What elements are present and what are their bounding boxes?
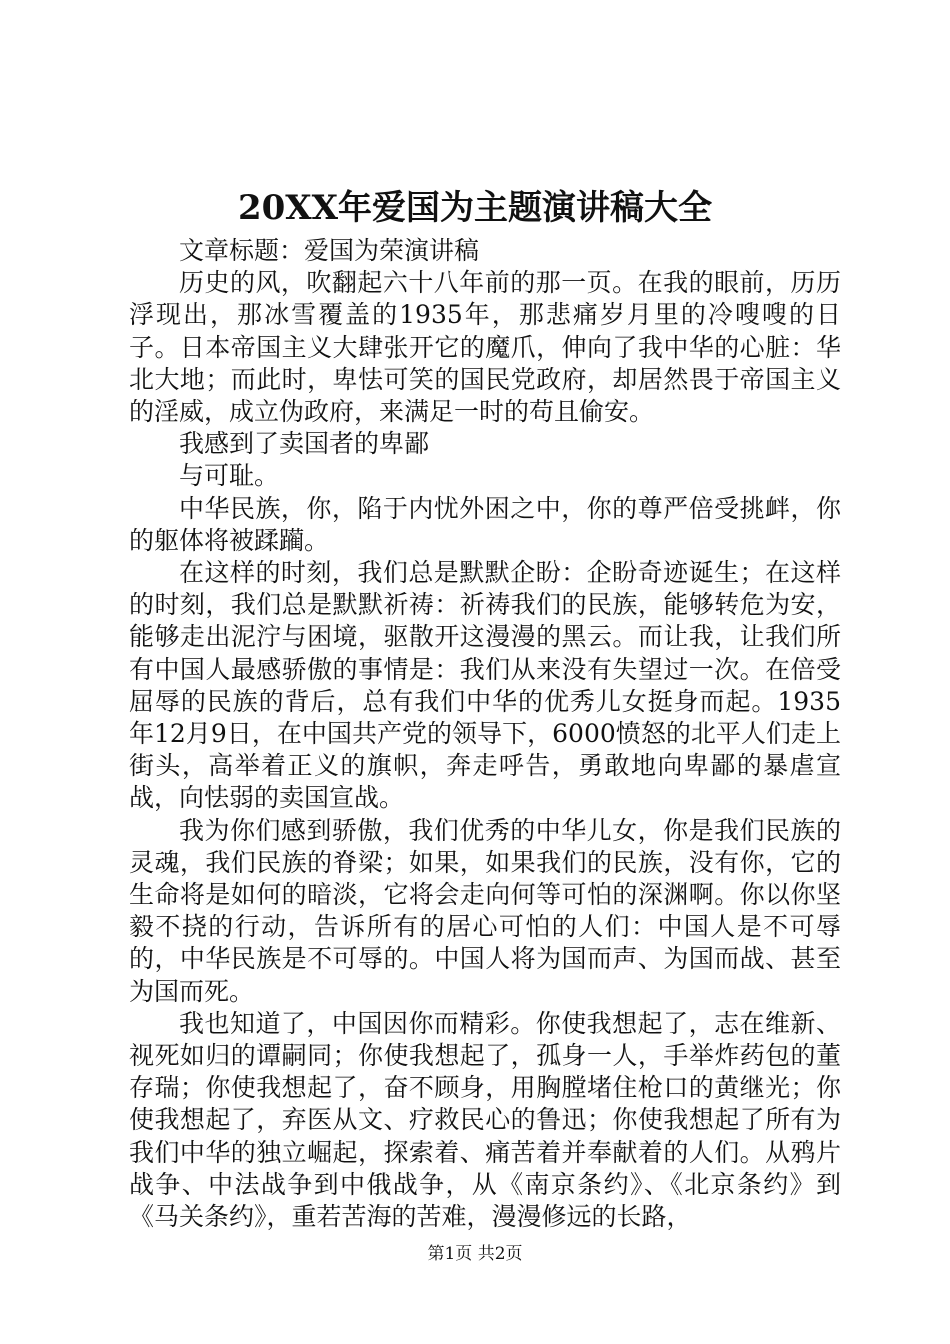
document-body	[129, 235, 841, 1233]
paragraph: 我感到了卖国者的卑鄙	[179, 429, 430, 459]
paragraph: 历史的风，吹翻起六十八年前的那一页。在我的眼前，历历浮现出，那冰雪覆盖的1935年，那悲痛岁月里的冷嗖嗖的日子。日本帝国主义大肆张开它的魔爪，伸向了我中华的心脏：华北大地；而此时，卑怯可笑的国民党政府，却居然畏于帝国主义的淫威，成立伪政府，来满足一时的苟且偷安。	[129, 268, 841, 427]
paragraph-article-title: 文章标题：爱国为荣演讲稿	[179, 236, 480, 265]
paragraph: 我为你们感到骄傲，我们优秀的中华儿女，你是我们民族的灵魂，我们民族的脊梁；如果，如果我们的民族，没有你，它的生命将是如何的暗淡，它将会走向何等可怕的深渊啊。你以你坚毅不挠的行动，告诉所有的居心可怕的人们：中国人是不可辱的，中华民族是不可辱的。中国人将为国而声、为国而战、甚至为国而死。	[129, 815, 841, 1006]
paragraph: 中华民族，你，陷于内忧外困之中，你的尊严倍受挑衅，你的躯体将被蹂躏。	[129, 493, 841, 555]
paragraph: 与可耻。	[179, 461, 280, 491]
page-number-footer: 第1页 共2页	[427, 1244, 523, 1264]
paragraph: 我也知道了，中国因你而精彩。你使我想起了，志在维新、视死如归的谭嗣同；你使我想起了，孤身一人，手举炸药包的董存瑞；你使我想起了，奋不顾身，用胸膛堵住枪口的黄继光；你使我想起了，弃医从文、疗救民心的鲁迅；你使我想起了所有为我们中华的独立崛起，探索着、痛苦着并奉献着的人们。从鸦片战争、中法战争到中俄战争，从《南京条约》、《北京条约》到《马关条约》，重若苦海的苦难，漫漫修远的长路，	[129, 1008, 841, 1232]
paragraph: 在这样的时刻，我们总是默默企盼：企盼奇迹诞生；在这样的时刻，我们总是默默祈祷：祈祷我们的民族，能够转危为安，能够走出泥泞与困境，驱散开这漫漫的黑云。而让我，让我们所有中国人最感骄傲的事情是：我们从来没有失望过一次。在倍受屈辱的民族的背后，总有我们中华的优秀儿女挺身而起。1935年12月9日，在中国共产党的领导下，6000愤怒的北平人们走上街头，高举着正义的旗帜，奔走呼告，勇敢地向卑鄙的暴虐宣战，向怯弱的卖国宣战。	[129, 558, 841, 813]
document-title: 20XX年爱国为主题演讲稿大全	[237, 188, 713, 228]
